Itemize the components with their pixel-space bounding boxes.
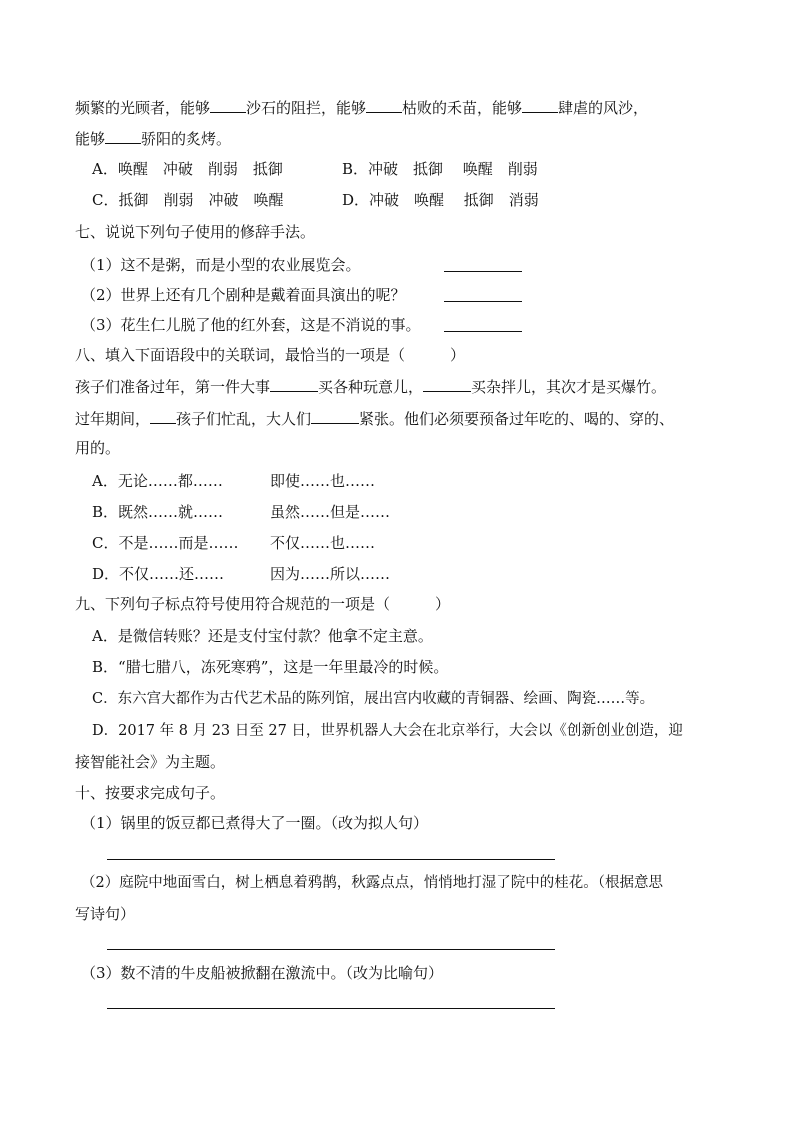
option-b[interactable]: B．冲破 抵御 唤醒 削弱 [342, 160, 538, 178]
blank[interactable] [522, 98, 558, 113]
answer-line[interactable] [107, 1008, 555, 1009]
q7-item-1: （1）这不是粥，而是小型的农业展览会。 [81, 256, 361, 274]
blank[interactable] [105, 129, 141, 144]
answer-line[interactable] [444, 331, 522, 332]
blank[interactable] [210, 98, 246, 113]
q10-title: 十、按要求完成句子。 [75, 784, 226, 802]
q10-item-2-line2: 写诗句） [75, 905, 136, 923]
q8-title: 八、填入下面语段中的关联词，最恰当的一项是（ ） [75, 346, 466, 364]
q7-item-3: （3）花生仁儿脱了他的红外套，这是不消说的事。 [81, 316, 421, 334]
option-c[interactable]: C．抵御 削弱 冲破 唤醒 [92, 191, 284, 209]
q6-option-row-2 [92, 190, 539, 210]
answer-line[interactable] [107, 859, 555, 860]
q8-paragraph-line3: 用的。 [75, 439, 121, 457]
q9-title: 九、下列句子标点符号使用符合规范的一项是（ ） [75, 595, 451, 613]
q9-option-d-line1[interactable]: D．2017 年 8 月 23 日至 27 日，世界机器人大会在北京举行，大会以《创新创业创造，迎 [92, 723, 683, 739]
blank[interactable] [311, 409, 359, 424]
q7-item-2: （2）世界上还有几个剧种是戴着面具演出的呢？ [81, 286, 406, 304]
q9-option-d-line2: 接智能社会》为主题。 [75, 753, 226, 771]
q9-option-c[interactable]: C．东六宫大都作为古代艺术品的陈列馆，展出宫内收藏的青铜器、绘画、陶瓷……等。 [92, 691, 655, 707]
answer-line[interactable] [444, 271, 522, 272]
blank[interactable] [423, 377, 471, 392]
answer-line[interactable] [444, 301, 522, 302]
q10-item-2-line1: （2）庭院中地面雪白，树上栖息着鸦鹊，秋露点点，悄悄地打湿了院中的桂花。（根据意思 [81, 875, 663, 891]
blank[interactable] [366, 98, 402, 113]
q8-option-row-a: A．无论……都…… 即使……也…… [92, 472, 376, 490]
q7-title: 七、说说下列句子使用的修辞手法。 [75, 223, 316, 241]
q6-line2: 能够 骄阳的炙烤。 [75, 130, 232, 148]
q9-option-a[interactable]: A．是微信转账？还是支付宝付款？他拿不定主意。 [92, 627, 433, 645]
q10-item-1: （1）锅里的饭豆都已煮得大了一圈。（改为拟人句） [81, 814, 429, 832]
q9-option-b[interactable]: B．“腊七腊八，冻死寒鸦”，这是一年里最冷的时候。 [92, 658, 449, 676]
answer-line[interactable] [107, 949, 555, 950]
q8-paragraph-line2: 过年期间， 孩子们忙乱，大人们 紧张。他们必须要预备过年吃的、喝的、穿的、 [75, 410, 675, 428]
q8-option-row-b: B．既然……就…… 虽然……但是…… [92, 503, 391, 521]
q8-option-row-c: C．不是……而是…… 不仅……也…… [92, 534, 376, 552]
q6-option-row-1 [92, 159, 538, 179]
option-d[interactable]: D．冲破 唤醒 抵御 消弱 [342, 191, 539, 209]
blank[interactable] [150, 409, 176, 424]
q10-item-3: （3）数不清的牛皮船被掀翻在激流中。（改为比喻句） [81, 964, 444, 982]
q8-option-row-d: D．不仅……还…… 因为……所以…… [92, 565, 391, 583]
blank[interactable] [270, 377, 318, 392]
option-a[interactable]: A．唤醒 冲破 削弱 抵御 [92, 160, 283, 178]
q8-paragraph-line1: 孩子们准备过年，第一件大事 买各种玩意儿， 买杂拌儿，其次才是买爆竹。 [75, 378, 667, 396]
q6-line1: 频繁的光顾者，能够 沙石的阻拦，能够 枯败的禾苗，能够 肆虐的风沙， [75, 99, 649, 117]
